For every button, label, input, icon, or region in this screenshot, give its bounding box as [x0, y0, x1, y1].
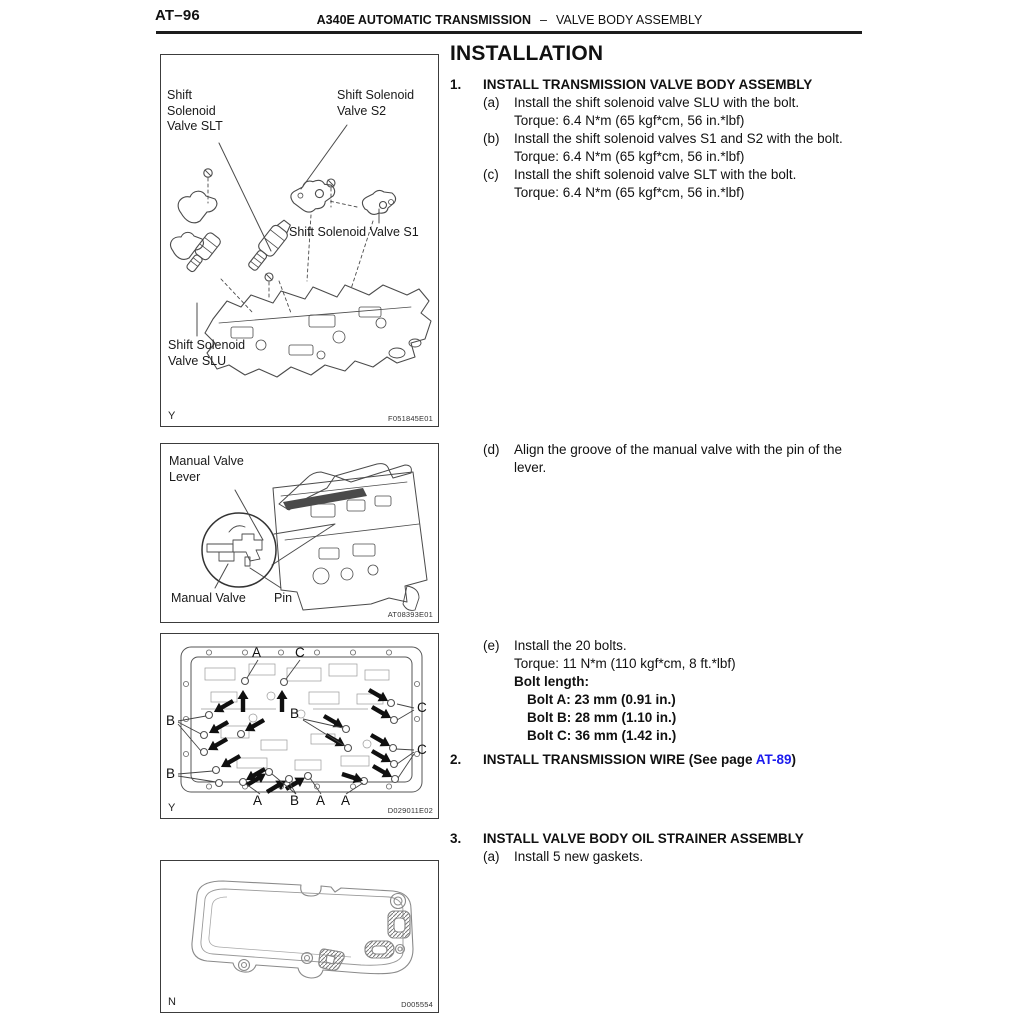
figure-bolt-locations — [160, 633, 439, 819]
step3-heading: INSTALL VALVE BODY OIL STRAINER ASSEMBLY — [483, 831, 804, 846]
item-e-torque: Torque: 11 N*m (110 kgf*cm, 8 ft.*lbf) — [514, 656, 736, 671]
bolt-length-c: Bolt C: 36 mm (1.42 in.) — [527, 728, 677, 743]
step-1 — [450, 76, 878, 202]
figure-oil-strainer-gaskets — [160, 860, 439, 1013]
bolt-locations-drawing — [161, 634, 438, 818]
item-a-torque: Torque: 6.4 N*m (65 kgf*cm, 56 in.*lbf) — [514, 113, 745, 128]
item-d-label: (d) — [483, 442, 500, 457]
step3-item-a-text: Install 5 new gaskets. — [514, 849, 644, 864]
page-number: AT–96 — [155, 7, 200, 24]
header-title-separator: – — [540, 13, 547, 27]
label-manual-valve-lever: Manual Valve Lever — [169, 454, 244, 484]
step1-heading: INSTALL TRANSMISSION VALVE BODY ASSEMBLY — [483, 77, 813, 92]
step3-number: 3. — [450, 831, 462, 846]
label-manual-valve: Manual Valve — [171, 591, 246, 605]
item-a-label: (a) — [483, 95, 500, 110]
step1-item-d — [483, 441, 883, 477]
item-d-text: Align the groove of the manual valve with the pin of the lever. — [514, 442, 842, 475]
fig4-corner-mark: N — [168, 996, 176, 1008]
label-shift-solenoid-valve-s2: Shift Solenoid Valve S2 — [337, 88, 415, 118]
fig3-letter-bottom-a2: A — [316, 793, 326, 808]
step1-item-b — [483, 130, 878, 166]
step-3 — [450, 830, 878, 866]
step1-item-c — [483, 166, 878, 202]
step-2 — [450, 751, 878, 769]
fig3-letter-mid-b: B — [290, 706, 300, 721]
step3-item-a — [483, 848, 878, 866]
fig3-letter-left-b-lower: B — [166, 766, 176, 781]
fig3-letter-bottom-b: B — [290, 793, 300, 808]
label-shift-solenoid-valve-slu: Shift Solenoid Valve SLU — [168, 338, 246, 368]
item-b-text: Install the shift solenoid valves S1 and S2 with the bolt. — [514, 131, 843, 146]
header-rule — [156, 31, 862, 34]
item-c-text: Install the shift solenoid valve SLT with the bolt. — [514, 167, 797, 182]
step1-number: 1. — [450, 77, 462, 92]
fig1-corner-mark: Y — [168, 410, 176, 422]
oil-strainer-drawing — [161, 861, 438, 1012]
figure-manual-valve-lever — [160, 443, 439, 623]
label-shift-solenoid-valve-s1: Shift Solenoid Valve S1 — [289, 225, 419, 239]
header-title — [157, 13, 862, 27]
item-e-text: Install the 20 bolts. — [514, 638, 627, 653]
fig3-letter-bottom-a3: A — [341, 793, 351, 808]
item-b-torque: Torque: 6.4 N*m (65 kgf*cm, 56 in.*lbf) — [514, 149, 745, 164]
fig3-letter-bottom-a1: A — [253, 793, 263, 808]
page-title: INSTALLATION — [450, 42, 604, 65]
step1-item-e — [483, 637, 883, 745]
fig3-corner-mark: Y — [168, 802, 176, 814]
step2-heading-suffix: ) — [791, 752, 797, 767]
fig3-letter-left-b-upper: B — [166, 713, 176, 728]
item-c-label: (c) — [483, 167, 499, 182]
bolt-length-a: Bolt A: 23 mm (0.91 in.) — [527, 692, 676, 707]
step1-item-a — [483, 94, 878, 130]
step2-heading-prefix: INSTALL TRANSMISSION WIRE (See page — [483, 752, 756, 767]
item-c-torque: Torque: 6.4 N*m (65 kgf*cm, 56 in.*lbf) — [514, 185, 745, 200]
fig3-code: D029011E02 — [387, 806, 433, 815]
fig3-letter-top-c: C — [295, 645, 305, 660]
item-b-label: (b) — [483, 131, 500, 146]
fig2-code: AT08393E01 — [387, 610, 433, 619]
step3-item-a-label: (a) — [483, 849, 500, 864]
bolt-length-heading: Bolt length: — [514, 674, 589, 689]
bolt-length-b: Bolt B: 28 mm (1.10 in.) — [527, 710, 677, 725]
item-a-text: Install the shift solenoid valve SLU with the bolt. — [514, 95, 800, 110]
fig1-code: F051845E01 — [388, 414, 433, 423]
figure-solenoid-valves — [160, 54, 439, 427]
fig3-letter-top-a: A — [252, 645, 262, 660]
fig3-letter-right-c-lower: C — [417, 742, 427, 757]
label-pin: Pin — [274, 591, 293, 605]
fig4-code: D005554 — [401, 1000, 433, 1009]
fig3-letter-right-c-upper: C — [417, 700, 427, 715]
step2-number: 2. — [450, 752, 462, 767]
item-e-label: (e) — [483, 638, 500, 653]
label-shift-solenoid-valve-slt: Shift Solenoid Valve SLT — [167, 88, 223, 133]
header-title-bold: A340E AUTOMATIC TRANSMISSION — [316, 13, 532, 27]
page-link-at-89[interactable]: AT-89 — [755, 752, 792, 767]
header-title-regular: VALVE BODY ASSEMBLY — [555, 13, 703, 27]
